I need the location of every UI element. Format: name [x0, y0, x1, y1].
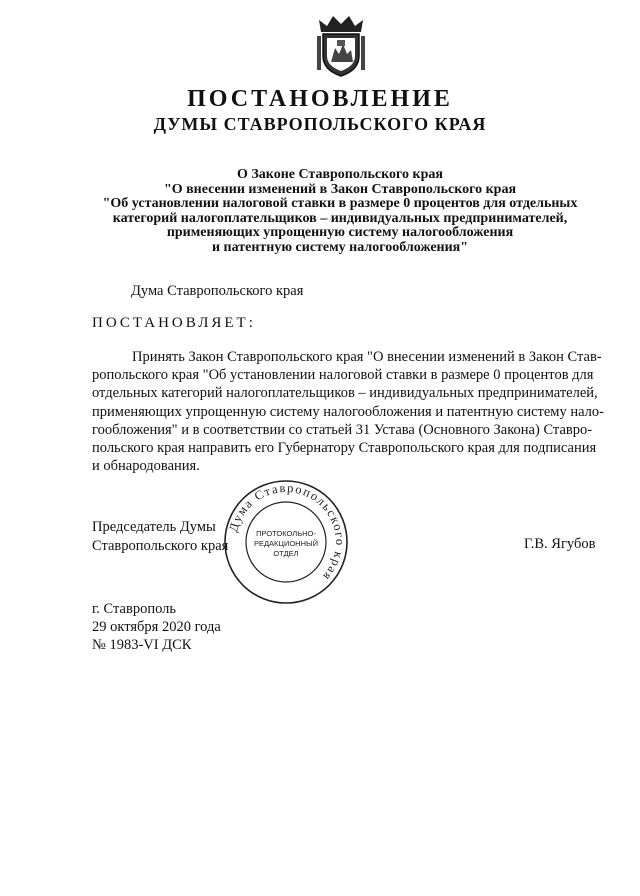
resolution-paragraph	[92, 348, 602, 475]
stamp-center-line: РЕДАКЦИОННЫЙ	[253, 539, 319, 548]
document-title: ПОСТАНОВЛЕНИЕ	[187, 86, 453, 112]
resolves-heading: ПОСТАНОВЛЯЕТ:	[92, 315, 256, 331]
document-footer	[92, 600, 221, 654]
subject-line: О Законе Ставропольского края	[237, 167, 443, 182]
stamp-center-line: ПРОТОКОЛЬНО-	[256, 529, 316, 538]
document-subject	[90, 168, 590, 255]
paragraph-line: и обнародования.	[92, 458, 200, 475]
stamp-ring-text: Дума Ставропольского края	[226, 480, 348, 585]
document-number: № 1983-VI ДСК	[92, 637, 192, 653]
paragraph-line: отдельных категорий налогоплательщиков – индивидуальных предпринимателей,	[92, 385, 598, 402]
coat-of-arms-icon	[315, 14, 367, 78]
paragraph-line: польского края направить его Губернатору Ставропольского края для подписания	[92, 440, 597, 457]
position-line: Ставропольского края	[92, 538, 229, 554]
signatory-name: Г.В. Ягубов	[524, 536, 596, 552]
date: 29 октября 2020 года	[92, 619, 221, 635]
signatory-position	[92, 518, 228, 556]
subject-line: категорий налогоплательщиков – индивидуальных предпринимателей,	[112, 210, 568, 226]
official-stamp	[222, 478, 350, 606]
position-line: Председатель Думы	[92, 519, 216, 535]
paragraph-line: ропольского края "Об установлении налоговой ставки в размере 0 процентов для	[92, 367, 594, 384]
paragraph-line: Принять Закон Ставропольского края "О внесении изменений в Закон Став-	[132, 349, 602, 365]
subject-line: "О внесении изменений в Закон Ставропольского края	[163, 181, 517, 197]
subject-line: применяющих упрощенную систему налогообложения	[166, 225, 514, 240]
stamp-center-line: ОТДЕЛ	[273, 549, 299, 558]
paragraph-line: гообложения" и в соответствии со статьей 31 Устава (Основного Закона) Ставро-	[92, 421, 593, 438]
city: г. Ставрополь	[92, 601, 177, 617]
paragraph-line: применяющих упрощенную систему налогообложения и патентную систему нало-	[92, 403, 604, 420]
subject-line: "Об установлении налоговой ставки в размере 0 процентов для отдельных	[102, 196, 578, 211]
subject-line: и патентную систему налогообложения"	[211, 239, 469, 255]
issuer-line: Дума Ставропольского края	[131, 283, 304, 299]
document-subtitle: ДУМЫ СТАВРОПОЛЬСКОГО КРАЯ	[153, 114, 487, 134]
